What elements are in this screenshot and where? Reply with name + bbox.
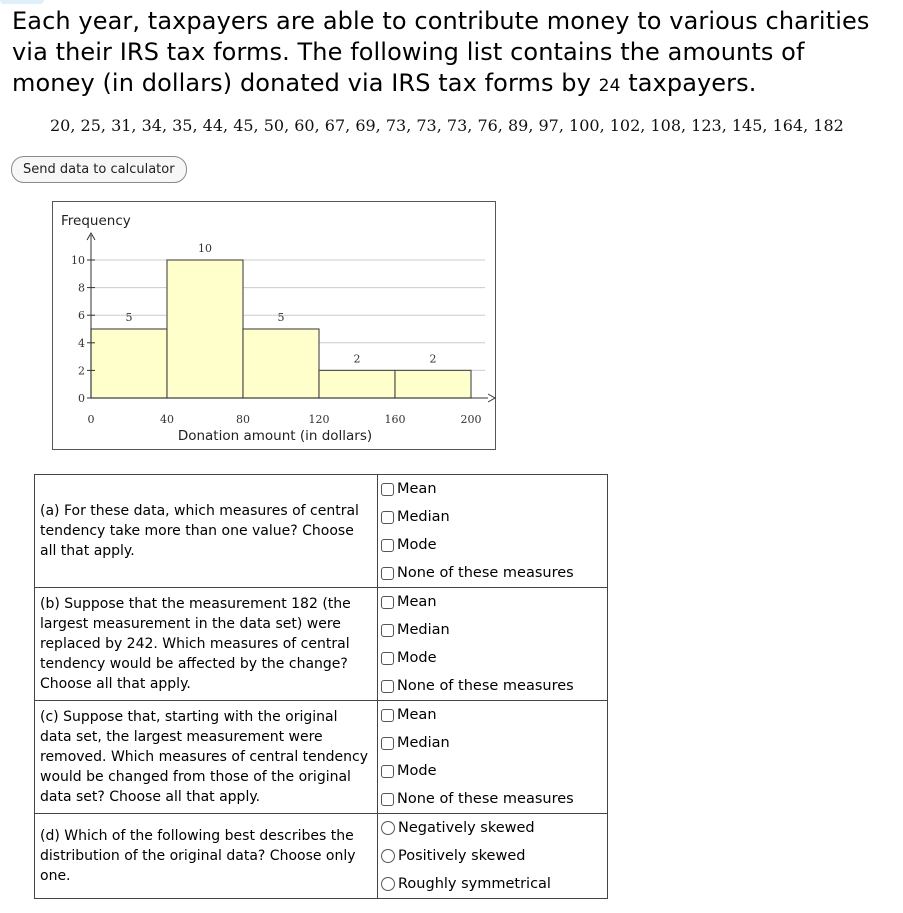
option-label: None of these measures <box>397 678 574 694</box>
checkbox[interactable] <box>381 596 394 609</box>
option-label: Mode <box>397 650 437 666</box>
x-tick-label: 80 <box>236 413 250 426</box>
question-text: (c) Suppose that, starting with the original data set, the largest measurement were removed. Which measures of central tendency would be changed from those of the original data set? Choose all that apply. <box>35 701 378 814</box>
checkbox[interactable] <box>381 511 394 524</box>
y-tick-label: 10 <box>71 254 85 267</box>
send-to-calculator-button[interactable]: Send data to calculator <box>11 156 187 183</box>
x-tick-label: 200 <box>460 413 482 426</box>
x-tick-label: 160 <box>384 413 406 426</box>
option-label: Median <box>397 509 450 525</box>
radio-option[interactable] <box>381 814 607 842</box>
option-label: Mean <box>397 707 437 723</box>
x-tick-label: 0 <box>87 413 95 426</box>
y-tick-label: 6 <box>78 309 85 323</box>
checkbox-option[interactable] <box>381 644 607 672</box>
option-label: Mode <box>397 763 437 779</box>
checkbox[interactable] <box>381 567 394 580</box>
problem-intro <box>12 6 892 102</box>
x-axis-arrow <box>488 394 495 402</box>
bar-value-label: 2 <box>429 352 437 366</box>
radio-option[interactable] <box>381 870 607 898</box>
option-label: Roughly symmetrical <box>398 876 551 892</box>
checkbox-option[interactable] <box>381 701 607 729</box>
checkbox-option[interactable] <box>381 672 607 700</box>
checkbox[interactable] <box>381 652 394 665</box>
checkbox-option[interactable] <box>381 503 607 531</box>
answer-options <box>378 588 608 701</box>
questions-table <box>34 474 608 899</box>
option-label: None of these measures <box>397 565 574 581</box>
option-label: Median <box>397 735 450 751</box>
option-label: Mean <box>397 594 437 610</box>
answer-options <box>378 814 608 899</box>
bar-value-label: 5 <box>277 311 285 324</box>
option-label: Negatively skewed <box>398 820 535 836</box>
x-tick-label: 40 <box>160 413 174 426</box>
y-tick-label: 2 <box>78 364 85 378</box>
answer-options <box>378 701 608 814</box>
histogram-bar <box>91 329 167 398</box>
histogram-bar <box>167 260 243 398</box>
taxpayer-count: 24 <box>598 76 621 96</box>
intro-text: Each year, taxpayers are able to contribute money to various charities via their IRS tax forms. The following list contains the amounts of money (in dollars) donated via IRS tax forms by <box>12 7 870 97</box>
histogram <box>52 201 496 450</box>
question-row <box>35 475 608 588</box>
checkbox-option[interactable] <box>381 531 607 559</box>
radio-button[interactable] <box>381 877 395 891</box>
option-label: Mean <box>397 481 437 497</box>
y-tick-label: 4 <box>78 336 85 350</box>
data-list: 20, 25, 31, 34, 35, 44, 45, 50, 60, 67, 69, 73, 73, 73, 76, 89, 97, 100, 102, 108, 123, 145, 164, 182 <box>50 116 844 135</box>
y-tick-label: 0 <box>78 392 85 405</box>
checkbox[interactable] <box>381 680 394 693</box>
option-label: Median <box>397 622 450 638</box>
question-text: (a) For these data, which measures of central tendency take more than one value? Choose all that apply. <box>35 475 378 588</box>
top-accent-bar <box>0 0 44 4</box>
checkbox[interactable] <box>381 709 394 722</box>
x-tick-label: 120 <box>308 413 330 426</box>
checkbox-option[interactable] <box>381 616 607 644</box>
answer-options <box>378 475 608 588</box>
checkbox[interactable] <box>381 539 394 552</box>
question-text: (b) Suppose that the measurement 182 (the largest measurement in the data set) were replaced by 242. Which measures of central tendency would be affected by the change? Choose all that apply. <box>35 588 378 701</box>
checkbox-option[interactable] <box>381 729 607 757</box>
checkbox[interactable] <box>381 793 394 806</box>
bar-value-label: 10 <box>198 242 212 255</box>
option-label: None of these measures <box>397 791 574 807</box>
histogram-bar <box>395 370 471 398</box>
radio-button[interactable] <box>381 849 395 863</box>
checkbox-option[interactable] <box>381 475 607 503</box>
bar-value-label: 5 <box>125 311 133 324</box>
checkbox[interactable] <box>381 765 394 778</box>
option-label: Positively skewed <box>398 848 526 864</box>
checkbox-option[interactable] <box>381 559 607 587</box>
checkbox-option[interactable] <box>381 588 607 616</box>
bar-value-label: 2 <box>353 352 361 366</box>
histogram-bar <box>319 370 395 398</box>
checkbox[interactable] <box>381 624 394 637</box>
checkbox[interactable] <box>381 483 394 496</box>
histogram-svg <box>53 202 497 451</box>
radio-option[interactable] <box>381 842 607 870</box>
question-row <box>35 701 608 814</box>
question-text: (d) Which of the following best describes the distribution of the original data? Choose only one. <box>35 814 378 899</box>
question-row <box>35 814 608 899</box>
intro-text-end: taxpayers. <box>620 69 757 97</box>
checkbox-option[interactable] <box>381 785 607 813</box>
y-tick-label: 8 <box>78 281 85 295</box>
checkbox[interactable] <box>381 737 394 750</box>
question-row <box>35 588 608 701</box>
option-label: Mode <box>397 537 437 553</box>
y-axis-title: Frequency <box>61 213 131 229</box>
checkbox-option[interactable] <box>381 757 607 785</box>
x-axis-title: Donation amount (in dollars) <box>177 428 373 444</box>
radio-button[interactable] <box>381 821 395 835</box>
histogram-bar <box>243 329 319 398</box>
